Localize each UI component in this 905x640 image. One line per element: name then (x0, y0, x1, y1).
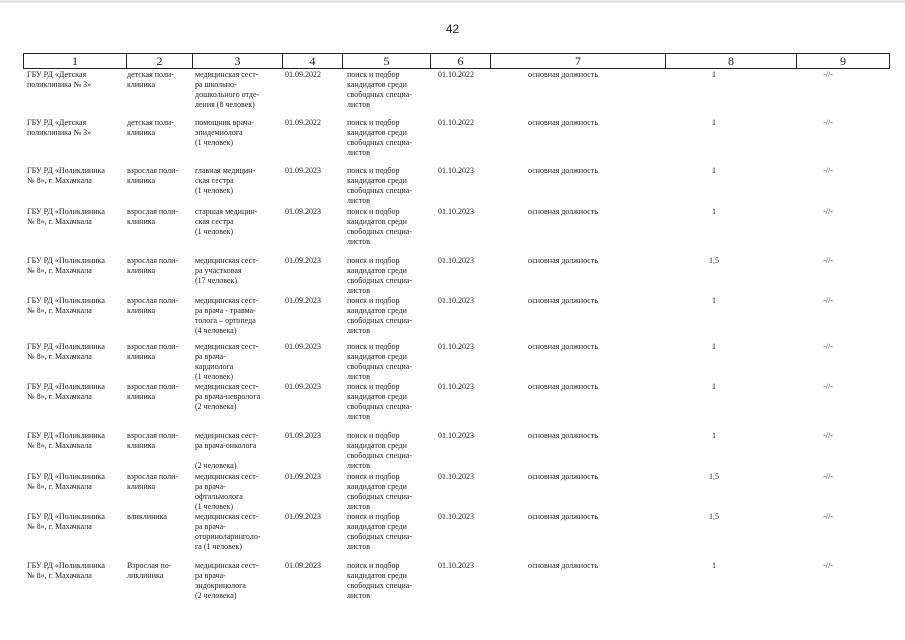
position-cell: старшая медицин- ская сестра (1 человек) (195, 207, 258, 236)
end-date-cell: 01.10.2023 (438, 561, 474, 570)
org-cell: ГБУ РД «Поликлиника № 8», г. Махачкала (27, 382, 105, 401)
position-cell: медицинская сест- ра врача- оториноларинголо- га (1 человек) (195, 512, 261, 551)
rate-cell: 1 (712, 207, 716, 216)
end-date-cell: 01.10.2023 (438, 342, 474, 351)
start-date-cell: 01.09.2022 (285, 118, 321, 127)
note-cell: -//- (823, 207, 833, 216)
note-cell: -//- (823, 296, 833, 305)
role-cell: основная должность (528, 512, 598, 521)
note-cell: -//- (823, 166, 833, 175)
column-header-8: 8 (666, 54, 797, 68)
rate-cell: 1,5 (709, 472, 719, 481)
role-cell: основная должность (528, 431, 598, 440)
org-cell: ГБУ РД «Поликлиника № 8», г. Махачкала (27, 166, 105, 185)
note-cell: -//- (823, 256, 833, 265)
end-date-cell: 01.10.2023 (438, 431, 474, 440)
position-cell: медицинская сест- ра врача - травма- толога – ортопеда (4 человека) (195, 296, 259, 335)
note-cell: -//- (823, 342, 833, 351)
column-header-9: 9 (797, 54, 890, 68)
position-cell: медицинская сест- ра врача- кардиолога (1 человек) (195, 342, 259, 381)
end-date-cell: 01.10.2022 (438, 118, 474, 127)
start-date-cell: 01.09.2023 (285, 512, 321, 521)
rate-cell: 1,5 (709, 512, 719, 521)
end-date-cell: 01.10.2023 (438, 512, 474, 521)
end-date-cell: 01.10.2023 (438, 166, 474, 175)
role-cell: основная должность (528, 296, 598, 305)
type-cell: взрослая поли- клиника (127, 166, 179, 185)
action-cell: поиск и подбор кандидатов среди свободных специа- листов (347, 561, 412, 600)
org-cell: ГБУ РД «Поликлиника № 8», г. Махачкала (27, 342, 105, 361)
type-cell: взрослая поли- клиника (127, 342, 179, 361)
start-date-cell: 01.09.2023 (285, 166, 321, 175)
column-header-3: 3 (193, 54, 283, 68)
start-date-cell: 01.09.2023 (285, 207, 321, 216)
rate-cell: 1 (712, 561, 716, 570)
type-cell: детская поли- клиника (127, 70, 174, 89)
action-cell: поиск и подбор кандидатов среди свободных специа- листов (347, 512, 412, 551)
role-cell: основная должность (528, 70, 598, 79)
role-cell: основная должность (528, 342, 598, 351)
rate-cell: 1 (712, 382, 716, 391)
type-cell: взрослая поли- клиника (127, 256, 179, 275)
end-date-cell: 01.10.2023 (438, 296, 474, 305)
rate-cell: 1,5 (709, 256, 719, 265)
action-cell: поиск и подбор кандидатов среди свободных специа- листов (347, 166, 412, 205)
start-date-cell: 01.09.2023 (285, 431, 321, 440)
role-cell: основная должность (528, 118, 598, 127)
type-cell: вликлиника (127, 512, 167, 521)
column-header-1: 1 (23, 54, 127, 68)
type-cell: взрослая поли- клиника (127, 431, 179, 450)
action-cell: поиск и подбор кандидатов среди свободных специа- листов (347, 70, 412, 109)
org-cell: ГБУ РД «Детская поликлиника № 3» (27, 70, 92, 89)
note-cell: -//- (823, 382, 833, 391)
column-header-4: 4 (283, 54, 343, 68)
org-cell: ГБУ РД «Поликлиника № 8», г. Махачкала (27, 472, 105, 491)
start-date-cell: 01.09.2023 (285, 296, 321, 305)
position-cell: помощник врача- эпидемиолога (1 человек) (195, 118, 255, 147)
start-date-cell: 01.09.2022 (285, 70, 321, 79)
action-cell: поиск и подбор кандидатов среди свободных специа- листов (347, 342, 412, 381)
position-cell: медицинская сест- ра врача- офтальмолога (1 человек) (195, 472, 259, 511)
position-cell: медицинская сест- ра врача- эндокринолога (2 человека) (195, 561, 259, 600)
rate-cell: 1 (712, 70, 716, 79)
action-cell: поиск и подбор кандидатов среди свободных специа- листов (347, 382, 412, 421)
start-date-cell: 01.09.2023 (285, 382, 321, 391)
type-cell: взрослая поли- клиника (127, 382, 179, 401)
start-date-cell: 01.09.2023 (285, 342, 321, 351)
note-cell: -//- (823, 118, 833, 127)
position-cell: медицинская сест- ра участковая (17 человек) (195, 256, 259, 285)
action-cell: поиск и подбор кандидатов среди свободных специа- листов (347, 207, 412, 246)
rate-cell: 1 (712, 118, 716, 127)
role-cell: основная должность (528, 382, 598, 391)
action-cell: поиск и подбор кандидатов среди свободных специа- листов (347, 296, 412, 335)
type-cell: взрослая поли- клиника (127, 296, 179, 315)
org-cell: ГБУ РД «Поликлиника № 8», г. Махачкала (27, 431, 105, 450)
type-cell: Взрослая по- ликлиника (127, 561, 172, 580)
rate-cell: 1 (712, 342, 716, 351)
role-cell: основная должность (528, 207, 598, 216)
end-date-cell: 01.10.2023 (438, 207, 474, 216)
position-cell: главная медицин- ская сестра (1 человек) (195, 166, 256, 195)
org-cell: ГБУ РД «Поликлиника № 8», г. Махачкала (27, 512, 105, 531)
note-cell: -//- (823, 561, 833, 570)
page-number: 42 (445, 22, 460, 36)
end-date-cell: 01.10.2023 (438, 382, 474, 391)
role-cell: основная должность (528, 472, 598, 481)
type-cell: взрослая поли- клиника (127, 472, 179, 491)
column-header-6: 6 (431, 54, 491, 68)
table-header (23, 53, 890, 69)
org-cell: ГБУ РД «Поликлиника № 8», г. Махачкала (27, 207, 105, 226)
rate-cell: 1 (712, 431, 716, 440)
position-cell: медицинская сест- ра школьно- дошкольного отде- ления (8 человек) (195, 70, 260, 109)
action-cell: поиск и подбор кандидатов среди свободных специа- листов (347, 472, 412, 511)
start-date-cell: 01.09.2023 (285, 472, 321, 481)
org-cell: ГБУ РД «Поликлиника № 8», г. Махачкала (27, 296, 105, 315)
note-cell: -//- (823, 512, 833, 521)
type-cell: взрослая поли- клиника (127, 207, 179, 226)
end-date-cell: 01.10.2022 (438, 70, 474, 79)
role-cell: основная должность (528, 561, 598, 570)
scan-edge (0, 0, 905, 3)
start-date-cell: 01.09.2023 (285, 561, 321, 570)
org-cell: ГБУ РД «Поликлиника № 8», г. Махачкала (27, 256, 105, 275)
column-header-2: 2 (127, 54, 193, 68)
note-cell: -//- (823, 472, 833, 481)
org-cell: ГБУ РД «Детская поликлиника № 3» (27, 118, 92, 137)
type-cell: детская поли- клиника (127, 118, 174, 137)
start-date-cell: 01.09.2023 (285, 256, 321, 265)
note-cell: -//- (823, 431, 833, 440)
position-cell: медицинская сест- ра врача-онколога (2 человека) (195, 431, 259, 470)
org-cell: ГБУ РД «Поликлиника № 8», г. Махачкала (27, 561, 105, 580)
end-date-cell: 01.10.2023 (438, 256, 474, 265)
note-cell: -//- (823, 70, 833, 79)
position-cell: медицинская сест- ра врача-невролога (2 человека) (195, 382, 261, 411)
action-cell: поиск и подбор кандидатов среди свободных специа- листов (347, 256, 412, 295)
action-cell: поиск и подбор кандидатов среди свободных специа- листов (347, 431, 412, 470)
column-header-5: 5 (343, 54, 431, 68)
role-cell: основная должность (528, 166, 598, 175)
role-cell: основная должность (528, 256, 598, 265)
column-header-7: 7 (491, 54, 666, 68)
rate-cell: 1 (712, 166, 716, 175)
action-cell: поиск и подбор кандидатов среди свободных специа- листов (347, 118, 412, 157)
rate-cell: 1 (712, 296, 716, 305)
end-date-cell: 01.10.2023 (438, 472, 474, 481)
